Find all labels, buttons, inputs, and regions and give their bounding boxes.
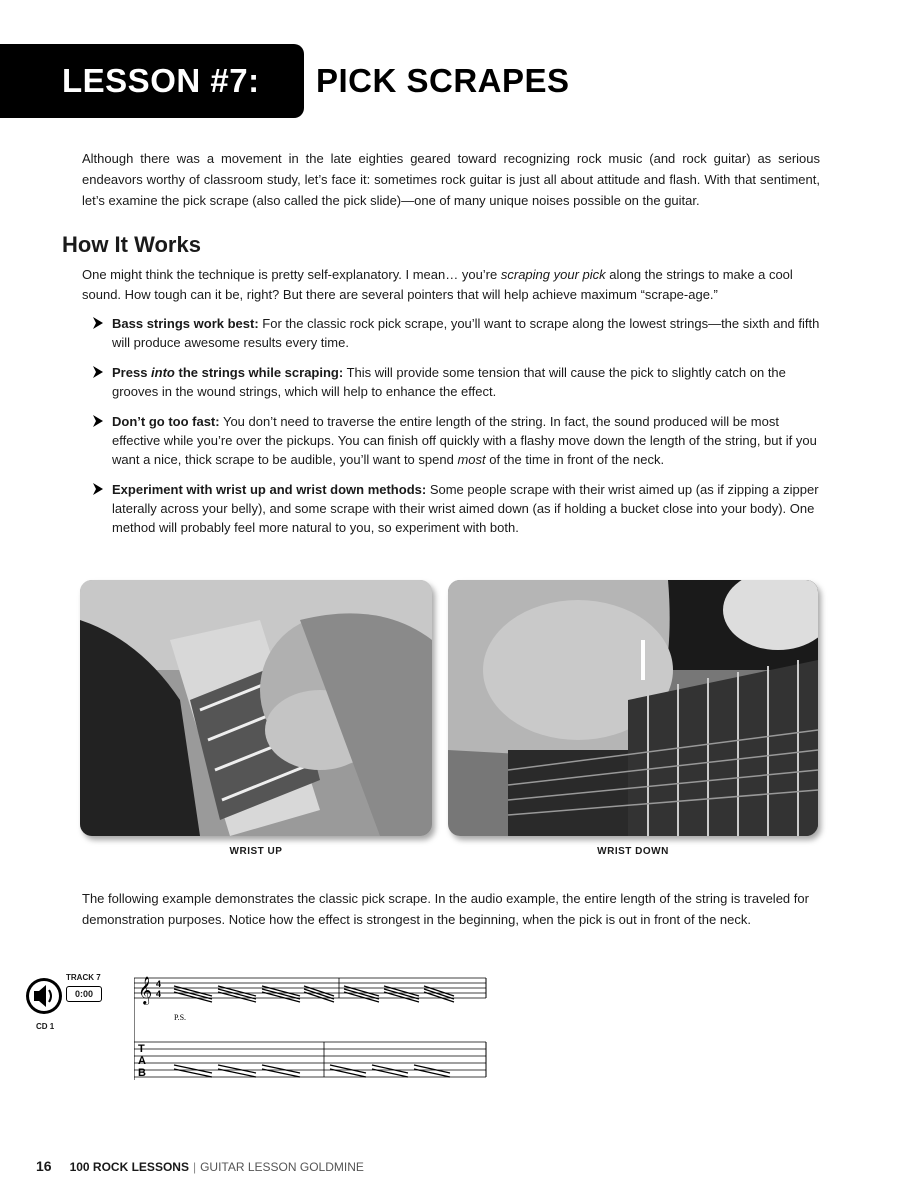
time-signature-bottom: 4 xyxy=(156,989,162,999)
series-title: GUITAR LESSON GOLDMINE xyxy=(200,1160,364,1174)
scrape-notes xyxy=(174,986,454,1002)
pointer-list xyxy=(82,314,820,548)
page-footer: 16 100 ROCK LESSONS | GUITAR LESSON GOLDMINE xyxy=(36,1158,364,1174)
cd-label: CD 1 xyxy=(36,1022,55,1031)
music-notation xyxy=(134,970,494,1085)
track-time: 0:00 xyxy=(66,986,102,1002)
page-number: 16 xyxy=(36,1158,52,1174)
section-heading: How It Works xyxy=(62,232,201,257)
arrow-bullet-icon xyxy=(92,365,104,379)
photo-wrist-down xyxy=(448,580,818,836)
treble-clef-icon: 𝄞 xyxy=(138,976,153,1004)
tab-letter: A xyxy=(138,1055,146,1067)
list-item: Experiment with wrist up and wrist down methods: Some people scrape with their wrist aimed up (as if zipping a zipper laterally across your belly), and some scrape with their wrist aimed down (as if holding a bucket close into your body). One method will probably feel more natural to you, so experiment with both. xyxy=(82,480,820,537)
photo-caption: WRIST UP xyxy=(229,846,283,857)
list-item: Press into the strings while scraping: This will provide some tension that will cause the pick to slightly catch on the grooves in the wound strings, which will help to enhance the effect. xyxy=(82,363,820,401)
arrow-bullet-icon xyxy=(92,414,104,428)
pick-scrape-marking: P.S. xyxy=(174,1013,187,1022)
list-item: Don’t go too fast: You don’t need to traverse the entire length of the string. In fact, the sound produced will be most effective while you’re over the pickups. You can finish off quickly with a flashy move down the length of the string, but if you want a nice, thick scrape to be audible, you’ll want to spend most of the time in front of the neck. xyxy=(82,412,820,469)
tab-scrapes xyxy=(174,1065,450,1077)
track-label: TRACK 7 xyxy=(66,973,101,982)
section-paragraph: One might think the technique is pretty self-explanatory. I mean… you’re scraping your pick along the strings to make a cool sound. How tough can it be, right? But there are several pointers that will help achieve maximum “scrape-age.” xyxy=(82,267,793,302)
lesson-title: PICK SCRAPES xyxy=(316,62,570,99)
book-title: 100 ROCK LESSONS xyxy=(69,1160,189,1174)
tab-letter: B xyxy=(138,1067,146,1079)
list-item: Bass strings work best: For the classic rock pick scrape, you’ll want to scrape along the lowest strings—the sixth and fifth will produce awesome results every time. xyxy=(82,314,820,352)
intro-paragraph: Although there was a movement in the late eighties geared toward recognizing rock music (and rock guitar) as serious endeavors worthy of classroom study, let’s face it: sometimes rock guitar is just all about attitude and flash. With that sentiment, let’s examine the pick scrape (also called the pick slide)—one of many unique noises possible on the guitar. xyxy=(82,151,820,208)
photo-caption: WRIST DOWN xyxy=(597,846,669,857)
example-paragraph: The following example demonstrates the classic pick scrape. In the audio example, the entire length of the string is traveled for demonstration purposes. Notice how the effect is strongest in the beginning, when the pick is out in front of the neck. xyxy=(82,891,809,927)
arrow-bullet-icon xyxy=(92,482,104,496)
tab-letter: T xyxy=(138,1043,145,1055)
lesson-number: LESSON #7: xyxy=(62,62,260,99)
time-signature-top: 4 xyxy=(156,979,162,989)
photo-wrist-up xyxy=(80,580,432,836)
arrow-bullet-icon xyxy=(92,316,104,330)
